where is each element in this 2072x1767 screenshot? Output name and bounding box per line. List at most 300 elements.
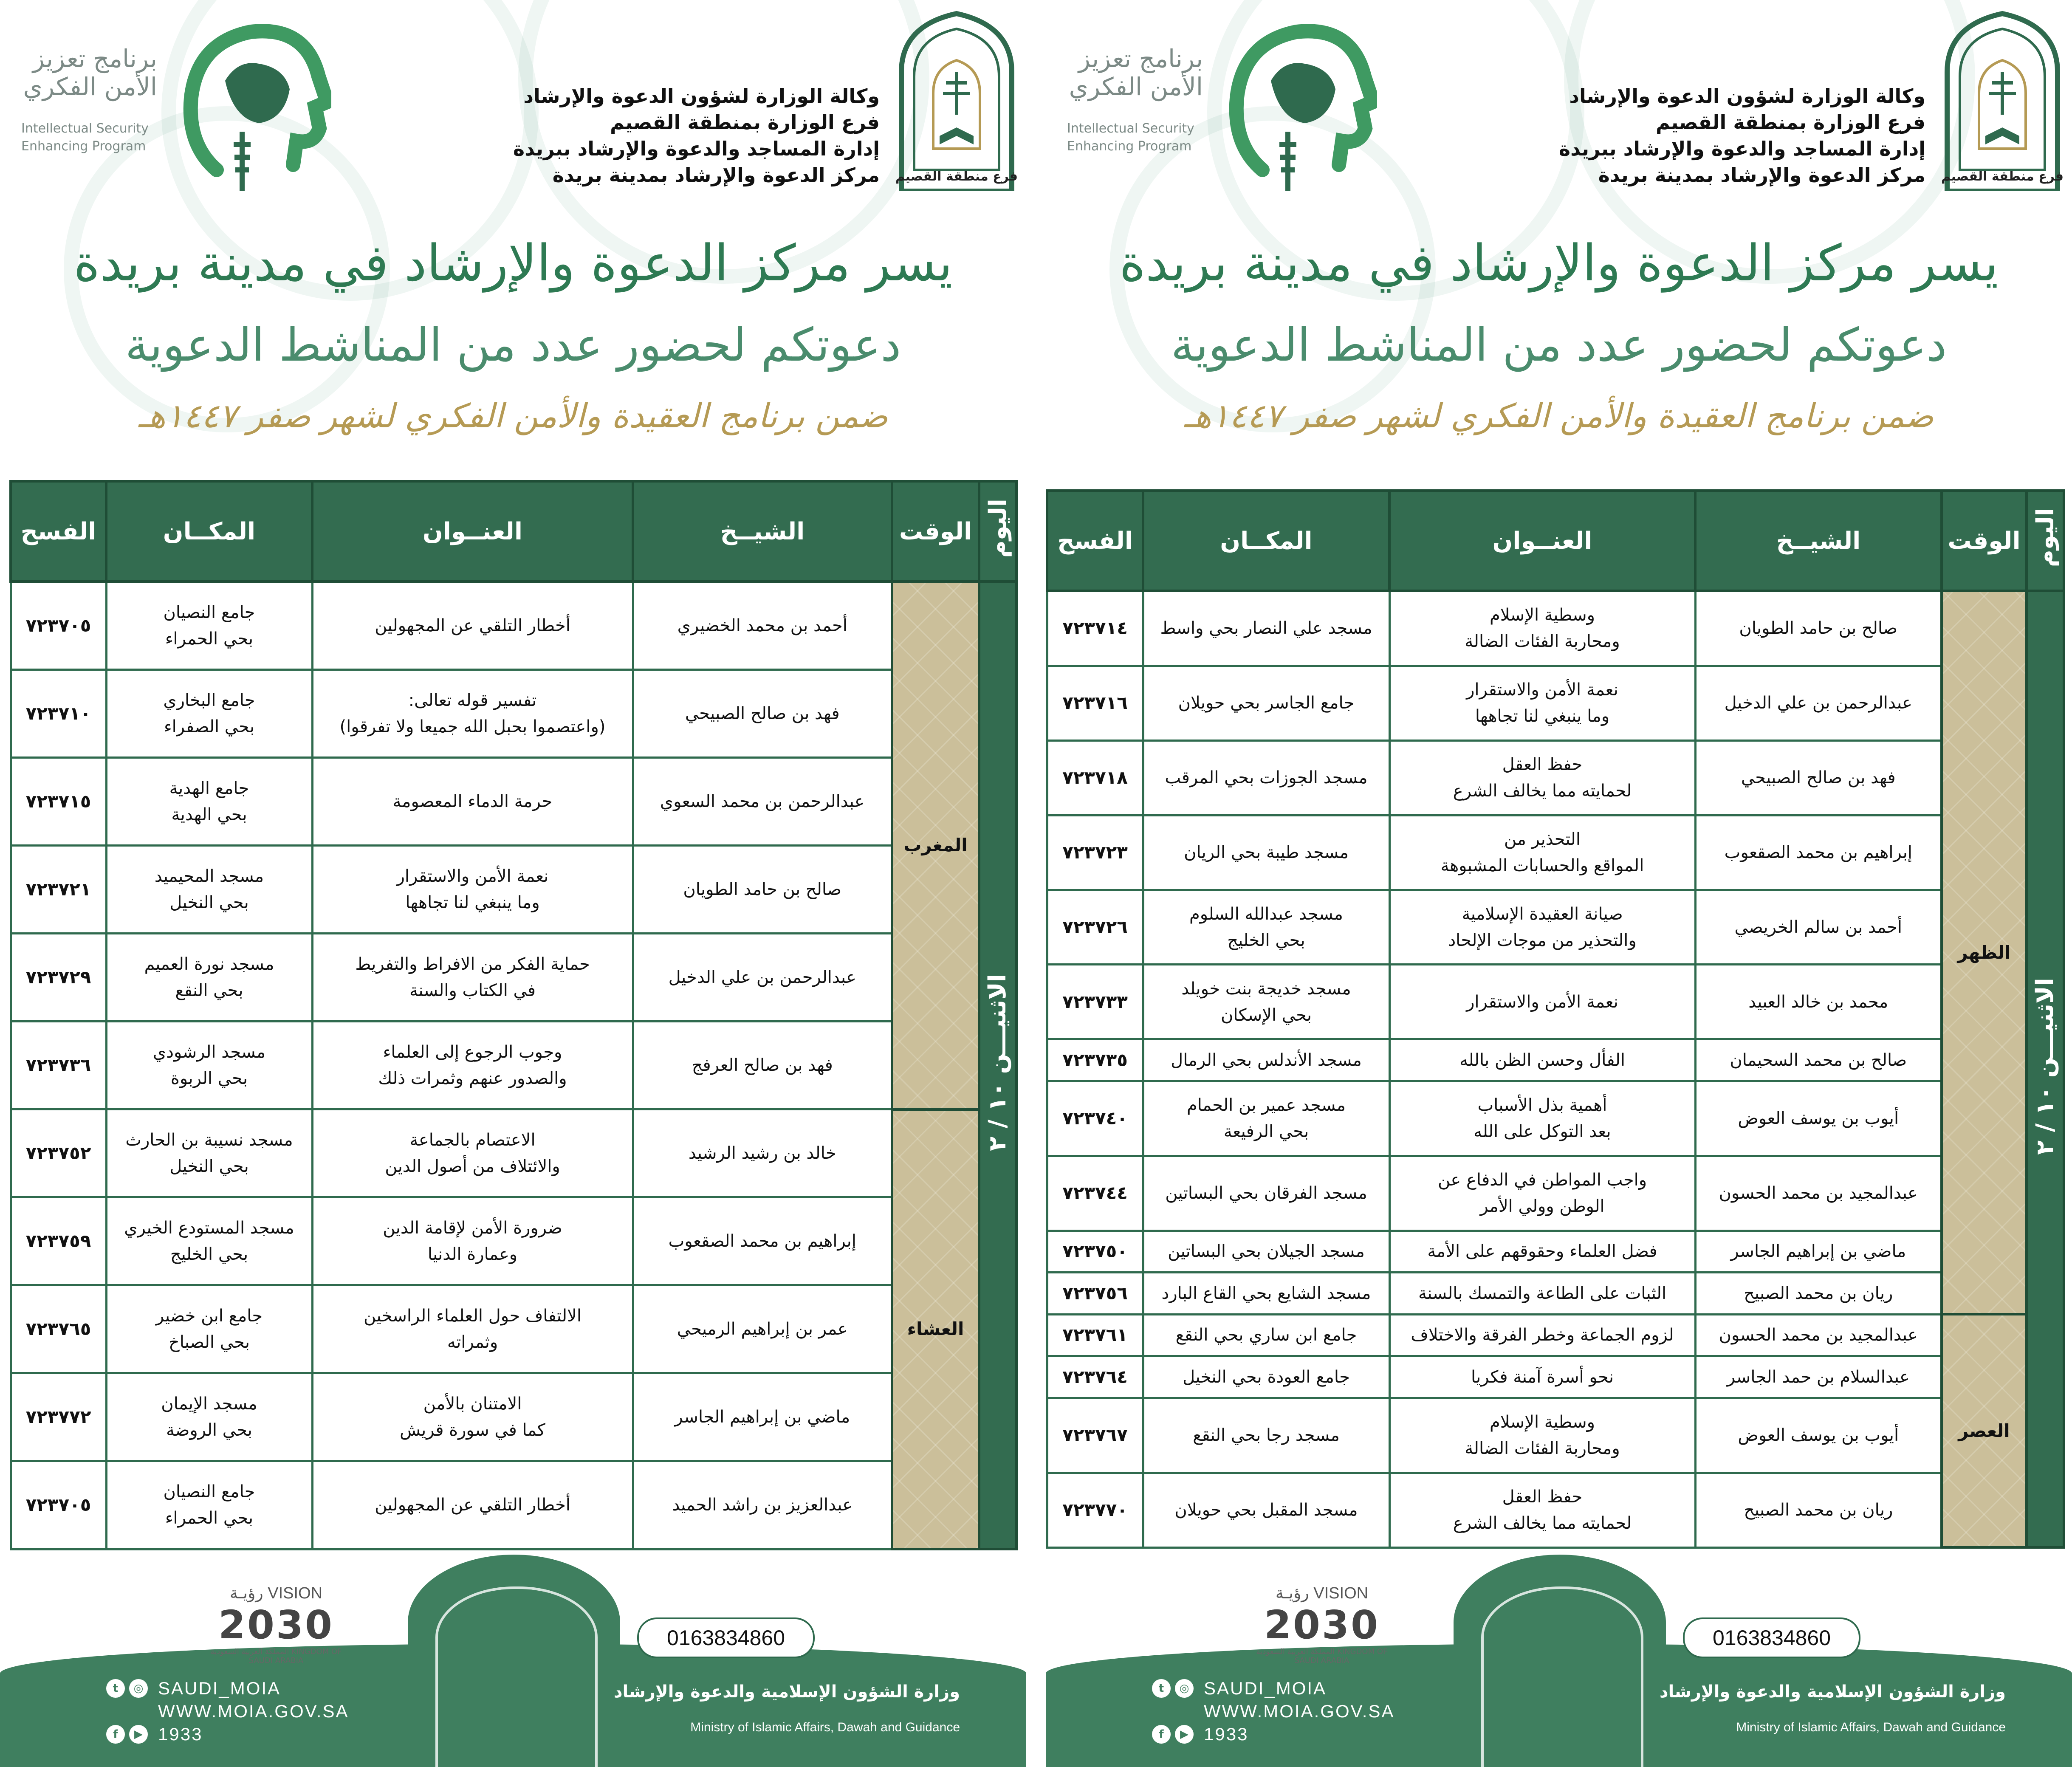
place-line: مسجد المستودع الخيري	[124, 1218, 294, 1238]
facebook-icon[interactable]: f	[1152, 1725, 1171, 1744]
code-cell: ٧٢٣٧١٤	[1047, 591, 1143, 666]
title-line: لزوم الجماعة وخطر الفرقة والاختلاف	[1411, 1325, 1674, 1345]
place-line: جامع البخاري	[163, 691, 255, 711]
title-cell	[312, 758, 633, 846]
sheikh-cell: أحمد بن محمد الخضيري	[633, 581, 892, 670]
place-line: مسجد الشايع بحي القاع البارد	[1161, 1283, 1371, 1303]
social-row	[1152, 1700, 1449, 1723]
place-line: جامع ابن ساري بحي النقع	[1175, 1325, 1357, 1345]
place-line: مسجد الجوزات بحي المرقب	[1165, 768, 1368, 788]
title-line: أخطار التلقي عن المجهولين	[375, 616, 570, 636]
ministry-line: مركز الدعوة والإرشاد بمدينة بريدة	[1598, 164, 1925, 186]
code-cell: ٧٢٣٧٤٠	[1047, 1081, 1143, 1156]
footer-emblem-icon	[1481, 1586, 1643, 1767]
table-row	[11, 1373, 1016, 1461]
title-cell	[312, 846, 633, 934]
title-line: والتحذير من موجات الإلحاد	[1448, 930, 1637, 950]
place-line: بحي النقع	[175, 981, 243, 1001]
sheikh-cell: إبراهيم بن محمد الصقعوب	[633, 1197, 892, 1285]
place-line: بحي النخيل	[169, 893, 249, 913]
place-line: جامع الجاسر بحي حويلان	[1178, 693, 1355, 713]
title-line: نحو أسرة آمنة فكريا	[1471, 1367, 1614, 1387]
code-cell: ٧٢٣٧٠٥	[11, 1461, 106, 1549]
emblem-caption: فرع منطقة القصيم	[1941, 169, 2064, 184]
footer-ministry-ar: وزارة الشؤون الإسلامية والدعوة والإرشاد	[614, 1682, 960, 1702]
place-line: مسجد الإيمان	[161, 1394, 257, 1414]
title-line: وما ينبغي لنا تجاهها	[405, 893, 540, 913]
headline-3: ضمن برنامج العقيدة والأمن الفكري لشهر صفر ١٤٤٧هـ	[138, 397, 888, 435]
header-code: الفسح	[1047, 491, 1143, 591]
title-cell	[312, 1022, 633, 1109]
table-row	[1047, 1081, 2064, 1156]
place-cell	[106, 1197, 312, 1285]
poster-right	[1046, 0, 2072, 1767]
title-line: كما في سورة قريش	[400, 1420, 545, 1440]
time-cell: العصر	[1942, 1314, 2027, 1547]
place-cell	[106, 934, 312, 1022]
sheikh-cell: عبدالمجيد بن محمد الحسون	[1695, 1314, 1942, 1356]
title-line: وعمارة الدنيا	[427, 1245, 518, 1265]
head-logo-icon	[1224, 17, 1377, 195]
title-line: الالتفاف حول العلماء الراسخين	[364, 1306, 582, 1326]
place-line: مسجد الجيلان بحي البساتين	[1168, 1242, 1365, 1262]
place-cell	[1143, 1356, 1389, 1398]
title-cell	[1389, 965, 1695, 1039]
title-line: الامتنان بالأمن	[423, 1394, 522, 1414]
headline-2: دعوتكم لحضور عدد من المناشط الدعوية	[1171, 319, 1947, 372]
sheikh-cell: أيوب بن يوسف العوض	[1695, 1398, 1942, 1473]
place-line: مسجد عبدالله السلوم	[1189, 904, 1343, 924]
sheikh-cell: فهد بن صالح الصبيحي	[633, 670, 892, 758]
website-link[interactable]: WWW.MOIA.GOV.SA	[1204, 1701, 1395, 1721]
social-row	[106, 1677, 404, 1700]
title-line: صيانة العقيدة الإسلامية	[1462, 904, 1623, 924]
title-line: لحمايته مما يخالف الشرع	[1453, 781, 1632, 801]
code-cell: ٧٢٣٧٢٩	[11, 934, 106, 1022]
place-cell	[1143, 815, 1389, 890]
panel-gap	[1026, 0, 1046, 1767]
schedule-table	[1046, 489, 2065, 1549]
title-line: أهمية بذل الأسباب	[1477, 1095, 1607, 1115]
code-cell: ٧٢٣٧١٦	[1047, 666, 1143, 740]
table-row	[11, 1109, 1016, 1197]
website-link[interactable]: WWW.MOIA.GOV.SA	[158, 1701, 349, 1721]
place-line: مسجد خديجة بنت خويلد	[1181, 979, 1351, 999]
code-cell: ٧٢٣٧١٨	[1047, 740, 1143, 815]
place-cell	[1143, 1156, 1389, 1231]
title-line: ومحاربة الفئات الضالة	[1465, 632, 1620, 652]
code-cell: ٧٢٣٧٦٤	[1047, 1356, 1143, 1398]
code-cell: ٧٢٣٧٥٩	[11, 1197, 106, 1285]
instagram-icon[interactable]: ◎	[1175, 1679, 1194, 1698]
ministry-line: إدارة المساجد والدعوة والإرشاد ببريدة	[1558, 137, 1925, 160]
title-line: والصدور عنهم وثمرات ذلك	[378, 1069, 567, 1089]
place-line: مسجد عمير بن الحمام	[1187, 1095, 1346, 1115]
ministry-line: فرع الوزارة بمنطقة القصيم	[610, 111, 880, 134]
sheikh-cell: عبدالرحمن بن علي الدخيل	[633, 934, 892, 1022]
table-row	[11, 758, 1016, 846]
day-label: الاثنيـــن ١٠ / ٢	[2031, 978, 2059, 1155]
sheikh-cell: ريان بن محمد الصبيح	[1695, 1473, 1942, 1547]
code-cell: ٧٢٣٧٢٣	[1047, 815, 1143, 890]
table-row	[11, 581, 1016, 670]
twitter-icon[interactable]: t	[1152, 1679, 1171, 1698]
title-line: وسطية الإسلام	[1490, 605, 1595, 625]
poster-left	[0, 0, 1026, 1767]
brand-line: الأمن الفكري	[23, 72, 157, 101]
title-line: والائتلاف من أصول الدين	[385, 1157, 560, 1177]
place-line: مسجد الرشودي	[152, 1042, 266, 1062]
place-line: جامع ابن خضير	[155, 1306, 263, 1326]
social-handle[interactable]: SAUDI_MOIA	[158, 1678, 281, 1698]
place-line: بحي النخيل	[169, 1157, 249, 1177]
title-cell	[1389, 1473, 1695, 1547]
head-logo-icon	[178, 17, 331, 195]
social-row	[106, 1723, 404, 1746]
sheikh-cell: فهد بن صالح العرفج	[633, 1022, 892, 1109]
header-day: اليوم	[2027, 491, 2064, 591]
table-row	[1047, 1273, 2064, 1315]
title-line: وثمراته	[447, 1332, 498, 1352]
table-row	[1047, 815, 2064, 890]
phone-number: 0163834860	[1683, 1617, 1860, 1658]
place-line: مسجد رجا بحي النقع	[1193, 1425, 1340, 1445]
emblem-caption: فرع منطقة القصيم	[895, 169, 1018, 184]
brand-title-en	[1067, 120, 1211, 155]
place-cell	[1143, 1398, 1389, 1473]
place-cell	[1143, 1314, 1389, 1356]
table-row	[1047, 1356, 2064, 1398]
brand-title-ar	[21, 45, 157, 101]
table-row	[11, 1197, 1016, 1285]
table-header-row	[1047, 491, 2064, 591]
place-cell	[1143, 1473, 1389, 1547]
sheikh-cell: صالح بن حامد الطويان	[1695, 591, 1942, 666]
footer-ministry-en: Ministry of Islamic Affairs, Dawah and Guidance	[690, 1720, 960, 1734]
table-row	[11, 934, 1016, 1022]
sheikh-cell: محمد بن خالد العبيد	[1695, 965, 1942, 1039]
schedule-table	[9, 480, 1018, 1550]
ministry-block	[455, 83, 880, 188]
brand-title-ar	[1067, 45, 1203, 101]
title-cell	[1389, 1356, 1695, 1398]
place-cell	[106, 670, 312, 758]
header-title: العنــوان	[1389, 491, 1695, 591]
title-line: وسطية الإسلام	[1490, 1412, 1595, 1432]
title-cell	[1389, 1314, 1695, 1356]
place-line: جامع النصيان	[163, 603, 255, 623]
header-title: العنــوان	[312, 481, 633, 581]
ministry-line: إدارة المساجد والدعوة والإرشاد ببريدة	[513, 137, 880, 160]
sheikh-cell: عمر بن إبراهيم الرميحي	[633, 1285, 892, 1373]
table-row	[1047, 1231, 2064, 1273]
brand-line: Enhancing Program	[1067, 139, 1192, 154]
place-line: جامع النصيان	[163, 1482, 255, 1502]
table-row	[1047, 965, 2064, 1039]
place-line: جامع العودة بحي النخيل	[1183, 1367, 1350, 1387]
header-code: الفسح	[11, 481, 106, 581]
vision-label: رؤيـة VISION	[1275, 1584, 1369, 1602]
brand-line: برنامج تعزيز	[1078, 44, 1203, 73]
footer-ministry-en: Ministry of Islamic Affairs, Dawah and Guidance	[1736, 1720, 2006, 1734]
place-line: مسجد المقبل بحي حويلان	[1174, 1500, 1358, 1520]
title-line: تفسير قوله تعالى:	[408, 691, 537, 711]
header-day: اليوم	[979, 481, 1016, 581]
table-row	[11, 670, 1016, 758]
place-line: بحي الخليج	[1227, 930, 1305, 950]
table-row	[1047, 1314, 2064, 1356]
youtube-icon[interactable]: ▶	[1175, 1725, 1194, 1744]
title-cell	[1389, 740, 1695, 815]
ministry-emblem-icon	[893, 8, 1020, 191]
vision-sub: المملكة العربية السعودية KINGDOM OF SAUDI ARABIA	[1256, 1647, 1388, 1665]
ministry-line: مركز الدعوة والإرشاد بمدينة بريدة	[552, 164, 880, 186]
code-cell: ٧٢٣٧٣٦	[11, 1022, 106, 1109]
sheikh-cell: عبدالعزيز بن راشد الحميد	[633, 1461, 892, 1549]
table-row	[1047, 591, 2064, 666]
sheikh-cell: خالد بن رشيد الرشيد	[633, 1109, 892, 1197]
social-block	[106, 1677, 404, 1746]
title-cell	[312, 934, 633, 1022]
place-line: بحي الصباخ	[168, 1332, 250, 1352]
table-row	[1047, 1039, 2064, 1081]
header-time: الوقت	[1942, 491, 2027, 591]
place-line: بحي الروضة	[166, 1420, 253, 1440]
place-line: مسجد نسيبة بن الحارث	[125, 1130, 293, 1150]
title-line: الثبات على الطاعة والتمسك بالسنة	[1418, 1283, 1667, 1303]
title-line: لحمايته مما يخالف الشرع	[1453, 1513, 1632, 1533]
place-cell	[106, 1285, 312, 1373]
code-cell: ٧٢٣٧٧٢	[11, 1373, 106, 1461]
vision-sub: المملكة العربية السعودية KINGDOM OF SAUDI ARABIA	[210, 1647, 342, 1665]
vision-2030-logo	[1245, 1584, 1398, 1665]
place-cell	[1143, 1231, 1389, 1273]
title-line: الوطن وولي الأمر	[1480, 1197, 1605, 1217]
table-row	[1047, 890, 2064, 965]
place-line: مسجد نورة العميم	[144, 954, 274, 974]
code-cell: ٧٢٣٧٢٦	[1047, 890, 1143, 965]
title-line: المواقع والحسابات المشبوهة	[1440, 856, 1644, 876]
title-line: حماية الفكر من الافراط والتفريط	[355, 954, 590, 974]
time-cell: العشاء	[892, 1109, 979, 1549]
place-line: مسجد طيبة بحي الريان	[1184, 843, 1349, 863]
title-line: ومحاربة الفئات الضالة	[1465, 1439, 1620, 1459]
footer-ministry-ar: وزارة الشؤون الإسلامية والدعوة والإرشاد	[1660, 1682, 2006, 1702]
call-number: 1933	[158, 1724, 203, 1744]
code-cell: ٧٢٣٧٥٢	[11, 1109, 106, 1197]
table-row	[11, 846, 1016, 934]
title-line: فضل العلماء وحقوقهم على الأمة	[1427, 1242, 1657, 1262]
title-cell	[1389, 1039, 1695, 1081]
sheikh-cell: ريان بن محمد الصبيح	[1695, 1273, 1942, 1315]
time-cell: المغرب	[892, 581, 979, 1109]
title-line: وما ينبغي لنا تجاهها	[1475, 706, 1610, 726]
table-row	[1047, 1156, 2064, 1231]
place-line: بحي الخليج	[170, 1245, 248, 1265]
instagram-icon[interactable]: ◎	[129, 1679, 148, 1698]
brand-line: Intellectual Security	[1067, 121, 1194, 136]
title-line: بعد التوكل على الله	[1474, 1122, 1611, 1142]
title-line: (واعتصموا بحبل الله جميعا ولا تفرقوا)	[339, 717, 606, 737]
sheikh-cell: ماضي بن إبراهيم الجاسر	[1695, 1231, 1942, 1273]
code-cell: ٧٢٣٧١٠	[11, 670, 106, 758]
code-cell: ٧٢٣٧٣٣	[1047, 965, 1143, 1039]
title-cell	[1389, 815, 1695, 890]
sheikh-cell: عبدالرحمن بن محمد السعوي	[633, 758, 892, 846]
title-line: واجب المواطن في الدفاع عن	[1437, 1170, 1647, 1190]
place-line: بحي الصفراء	[164, 717, 255, 737]
social-block	[1152, 1677, 1449, 1746]
place-cell	[1143, 1273, 1389, 1315]
headline-1: يسر مركز الدعوة والإرشاد في مدينة بريدة	[1119, 234, 1999, 292]
code-cell: ٧٢٣٧٤٤	[1047, 1156, 1143, 1231]
social-row	[1152, 1723, 1449, 1746]
code-cell: ٧٢٣٧٥٦	[1047, 1273, 1143, 1315]
vision-year: 2030	[1264, 1602, 1380, 1648]
place-cell	[1143, 1081, 1389, 1156]
title-cell	[312, 670, 633, 758]
header-sheikh: الشيــخ	[633, 481, 892, 581]
youtube-icon[interactable]: ▶	[129, 1725, 148, 1744]
title-line: الفأل وحسن الظن بالله	[1459, 1050, 1625, 1070]
vision-label: رؤيـة VISION	[229, 1584, 323, 1602]
ministry-line: وكالة الوزارة لشؤون الدعوة والإرشاد	[523, 85, 880, 107]
place-cell	[106, 1022, 312, 1109]
vision-2030-logo	[200, 1584, 353, 1665]
place-line: بحي الإسكان	[1220, 1005, 1312, 1025]
table-row	[1047, 740, 2064, 815]
sheikh-cell: صالح بن محمد السحيمان	[1695, 1039, 1942, 1081]
ministry-line: وكالة الوزارة لشؤون الدعوة والإرشاد	[1569, 85, 1925, 107]
day-cell	[979, 581, 1016, 1549]
table-row	[1047, 666, 2064, 740]
place-cell	[106, 1461, 312, 1549]
title-line: حفظ العقل	[1502, 755, 1583, 775]
table-row	[11, 1022, 1016, 1109]
brand-line: برنامج تعزيز	[32, 44, 157, 73]
title-cell	[1389, 1273, 1695, 1315]
social-row	[106, 1700, 404, 1723]
footer-emblem-icon	[435, 1586, 598, 1767]
table-header-row	[11, 481, 1016, 581]
title-cell	[1389, 591, 1695, 666]
code-cell: ٧٢٣٧١٥	[11, 758, 106, 846]
place-line: جامع الهدية	[169, 779, 249, 799]
place-cell	[1143, 1039, 1389, 1081]
title-cell	[312, 1197, 633, 1285]
vision-year: 2030	[218, 1602, 334, 1648]
place-line: مسجد الأندلس بحي الرمال	[1171, 1050, 1362, 1070]
call-number: 1933	[1204, 1724, 1249, 1744]
title-line: وجوب الرجوع إلى العلماء	[383, 1042, 562, 1062]
place-cell	[1143, 965, 1389, 1039]
social-handle[interactable]: SAUDI_MOIA	[1204, 1678, 1327, 1698]
code-cell: ٧٢٣٧٥٠	[1047, 1231, 1143, 1273]
place-cell	[1143, 890, 1389, 965]
place-line: بحي الهدية	[171, 805, 247, 825]
title-line: التحذير من	[1504, 830, 1581, 850]
headline-1: يسر مركز الدعوة والإرشاد في مدينة بريدة	[73, 234, 953, 292]
code-cell: ٧٢٣٧٦٥	[11, 1285, 106, 1373]
place-line: بحي الحمراء	[165, 1508, 254, 1528]
headline-3: ضمن برنامج العقيدة والأمن الفكري لشهر صفر ١٤٤٧هـ	[1184, 397, 1934, 435]
sheikh-cell: صالح بن حامد الطويان	[633, 846, 892, 934]
place-cell	[1143, 740, 1389, 815]
sheikh-cell: عبدالمجيد بن محمد الحسون	[1695, 1156, 1942, 1231]
time-cell: الظهر	[1942, 591, 2027, 1314]
title-cell	[312, 1373, 633, 1461]
facebook-icon[interactable]: f	[106, 1725, 125, 1744]
ministry-emblem-icon	[1939, 8, 2066, 191]
ministry-block	[1501, 83, 1925, 188]
headline-2: دعوتكم لحضور عدد من المناشط الدعوية	[125, 319, 901, 372]
place-cell	[1143, 666, 1389, 740]
place-line: مسجد الفرقان بحي البساتين	[1165, 1183, 1367, 1203]
title-cell	[312, 1461, 633, 1549]
header-sheikh: الشيــخ	[1695, 491, 1942, 591]
place-line: بحي الحمراء	[165, 629, 254, 649]
place-line: مسجد علي النصار بحي واسط	[1160, 618, 1372, 638]
title-line: حرمة الدماء المعصومة	[392, 792, 553, 812]
title-cell	[1389, 1156, 1695, 1231]
code-cell: ٧٢٣٧٣٥	[1047, 1039, 1143, 1081]
title-cell	[312, 581, 633, 670]
title-cell	[1389, 1231, 1695, 1273]
brand-line: Enhancing Program	[21, 139, 146, 154]
place-cell	[106, 758, 312, 846]
brand-title-en	[21, 120, 166, 155]
table-row	[1047, 1473, 2064, 1547]
title-cell	[1389, 666, 1695, 740]
title-line: نعمة الأمن والاستقرار	[1466, 680, 1618, 700]
day-cell	[2027, 591, 2064, 1547]
title-line: في الكتاب والسنة	[409, 981, 536, 1001]
title-cell	[1389, 1398, 1695, 1473]
code-cell: ٧٢٣٧٢١	[11, 846, 106, 934]
place-cell	[1143, 591, 1389, 666]
twitter-icon[interactable]: t	[106, 1679, 125, 1698]
ministry-line: فرع الوزارة بمنطقة القصيم	[1656, 111, 1925, 134]
title-line: حفظ العقل	[1502, 1487, 1583, 1507]
title-line: نعمة الأمن والاستقرار	[396, 867, 549, 886]
code-cell: ٧٢٣٧٦١	[1047, 1314, 1143, 1356]
phone-number: 0163834860	[637, 1617, 815, 1658]
place-cell	[106, 1109, 312, 1197]
sheikh-cell: عبدالسلام بن حمد الجاسر	[1695, 1356, 1942, 1398]
title-line: نعمة الأمن والاستقرار	[1466, 992, 1618, 1012]
sheikh-cell: إبراهيم بن محمد الصقعوب	[1695, 815, 1942, 890]
title-cell	[312, 1285, 633, 1373]
brand-line: الأمن الفكري	[1069, 72, 1203, 101]
code-cell: ٧٢٣٧٦٧	[1047, 1398, 1143, 1473]
title-line: ضرورة الأمن لإقامة الدين	[383, 1218, 562, 1238]
social-row	[1152, 1677, 1449, 1700]
title-cell	[312, 1109, 633, 1197]
brand-line: Intellectual Security	[21, 121, 149, 136]
day-label: الاثنيـــن ١٠ / ٢	[984, 974, 1011, 1151]
place-line: مسجد المحيميد	[154, 867, 264, 886]
place-cell	[106, 1373, 312, 1461]
code-cell: ٧٢٣٧٧٠	[1047, 1473, 1143, 1547]
title-line: الاعتصام بالجماعة	[409, 1130, 536, 1150]
place-cell	[106, 846, 312, 934]
place-line: بحي الرفيعة	[1223, 1122, 1309, 1142]
header-time: الوقت	[892, 481, 979, 581]
title-cell	[1389, 1081, 1695, 1156]
sheikh-cell: فهد بن صالح الصبيحي	[1695, 740, 1942, 815]
title-line: أخطار التلقي عن المجهولين	[375, 1495, 570, 1515]
header-place: المكــان	[1143, 491, 1389, 591]
